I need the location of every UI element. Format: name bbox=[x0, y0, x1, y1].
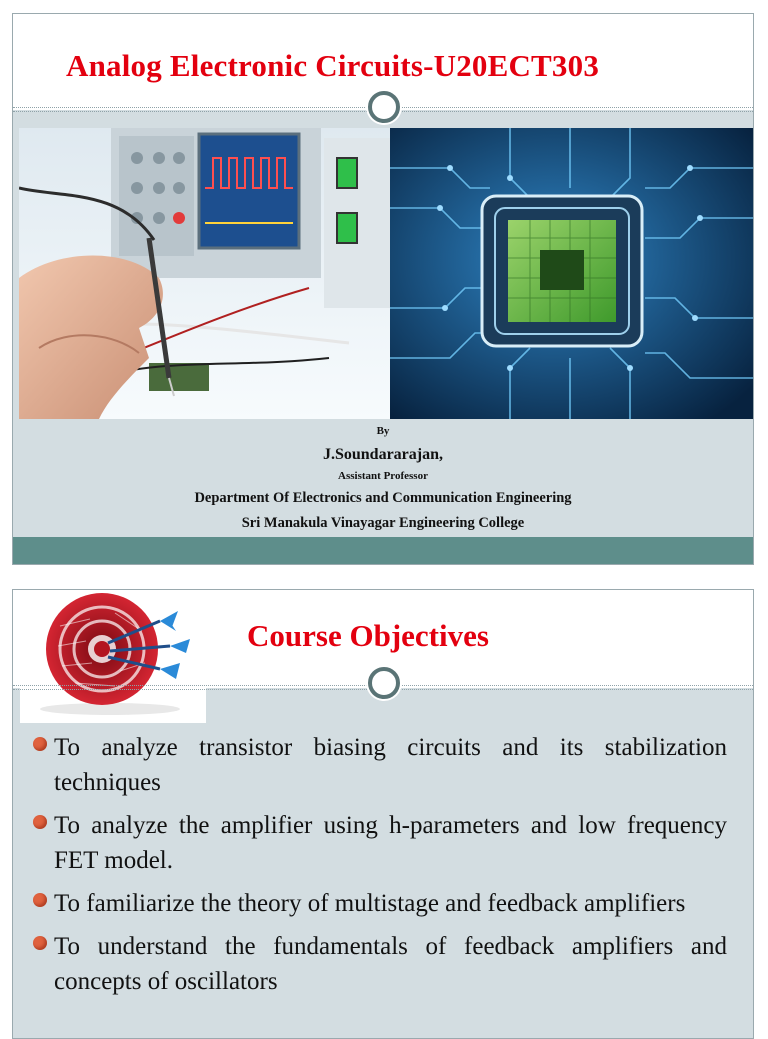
list-item bbox=[33, 808, 727, 878]
oscilloscope-lab-illustration bbox=[19, 128, 390, 419]
objectives-list bbox=[33, 730, 727, 1007]
target-darts-icon bbox=[20, 591, 206, 723]
bullet-dot-icon bbox=[33, 893, 47, 907]
bullet-dot-icon bbox=[33, 936, 47, 950]
ring-ornament-icon bbox=[368, 91, 400, 123]
lab-photo bbox=[19, 128, 390, 419]
microchip-illustration bbox=[390, 128, 754, 419]
bullet-dot-icon bbox=[33, 737, 47, 751]
bullet-dot-icon bbox=[33, 815, 47, 829]
list-item bbox=[33, 730, 727, 800]
ring-ornament-icon bbox=[368, 667, 400, 699]
slide-title: Analog Electronic Circuits-U20ECT303 bbox=[66, 48, 600, 83]
author-name: J.Soundararajan, bbox=[322, 446, 444, 463]
objectives-slide bbox=[12, 589, 754, 1039]
college-name: Sri Manakula Vinayagar Engineering College bbox=[241, 515, 525, 531]
list-item bbox=[33, 886, 727, 921]
footer-accent-bar bbox=[13, 537, 753, 565]
objective-text: To understand the fundamentals of feedback amplifiers and concepts of oscillators bbox=[54, 933, 727, 995]
list-item bbox=[33, 929, 727, 999]
objective-text: To analyze transistor biasing circuits and its stabilization techniques bbox=[54, 734, 727, 796]
slide-title: Course Objectives bbox=[247, 618, 489, 653]
objective-text: To analyze the amplifier using h-parameters and low frequency FET model. bbox=[54, 812, 727, 874]
department-name: Department Of Electronics and Communication Engineering bbox=[194, 490, 572, 506]
by-label: By bbox=[376, 425, 390, 437]
education-target-logo bbox=[20, 591, 206, 723]
chip-photo bbox=[390, 128, 754, 419]
author-role: Assistant Professor bbox=[338, 470, 428, 482]
objective-text: To familiarize the theory of multistage and feedback amplifiers bbox=[54, 890, 686, 917]
title-slide bbox=[12, 13, 754, 565]
